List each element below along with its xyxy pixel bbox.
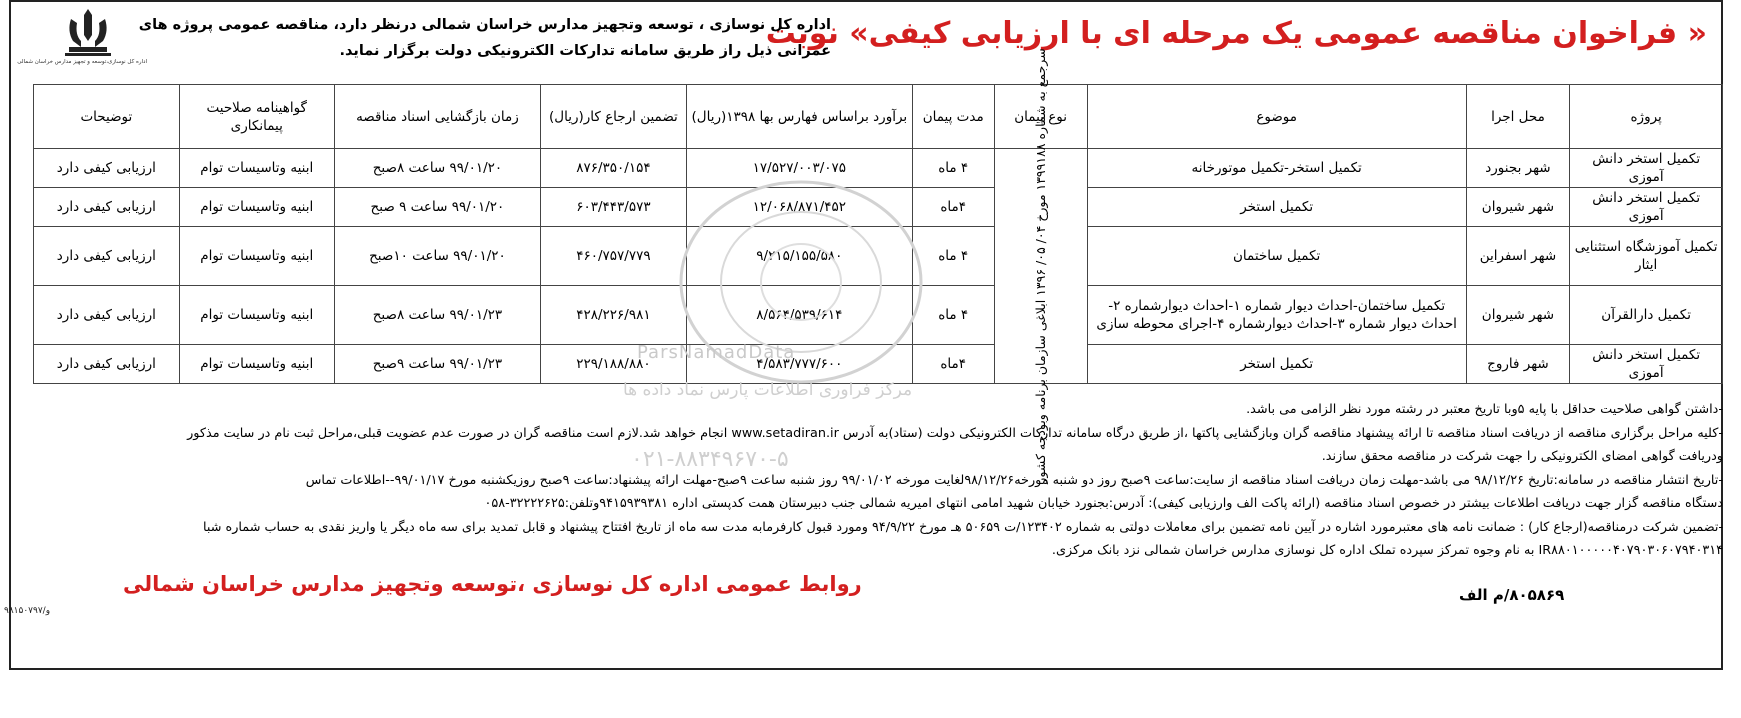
col-header-project: پروژه (1570, 85, 1723, 149)
notice-title: « فراخوان مناقصه عمومی یک مرحله ای با ارزیابی کیفی» نوبت (765, 16, 1707, 51)
cell-subject: تکمیل استخر (1087, 188, 1466, 227)
cell-duration: ۴ ماه (912, 227, 994, 286)
cell-notes: ارزیابی کیفی دارد (34, 286, 180, 345)
cell-notes: ارزیابی کیفی دارد (34, 188, 180, 227)
cell-certificate: ابنیه وتاسیسات توام (179, 149, 334, 188)
note-line: دستگاه مناقصه گزار جهت دریافت اطلاعات بیشتر در خصوص اسناد مناقصه (ارائه پاکت الف وارزیابی کیفی): آدرس:بجنورد خیابان شهید امامی انتهای امیریه شمالی جنب دبیرستان همت کدپستی اداره ۹۴۱۵۹۳۹۳۸۱وتلفن:۳۲۲۲۲۶۲۵-۰۵۸ (484, 496, 1723, 511)
col-header-certificate: گواهینامه صلاحیت پیمانکاری (179, 85, 334, 149)
public-relations-signature: روابط عمومی اداره کل نوسازی ،توسعه وتجهیز مدارس خراسان شمالی (123, 572, 862, 596)
notes-section (33, 398, 1723, 563)
table-row (34, 286, 1723, 345)
cell-notes: ارزیابی کیفی دارد (34, 227, 180, 286)
cell-guarantee: ۴۶۰/۷۵۷/۷۷۹ (541, 227, 687, 286)
cell-estimate: ۴/۵۸۳/۷۷۷/۶۰۰ (686, 345, 912, 384)
cell-certificate: ابنیه وتاسیسات توام (179, 188, 334, 227)
cell-opening: ۹۹/۰۱/۲۰ ساعت ۸صبح (334, 149, 540, 188)
col-header-duration: مدت پیمان (912, 85, 994, 149)
cell-duration: ۴ماه (912, 188, 994, 227)
cell-guarantee: ۸۷۶/۳۵۰/۱۵۴ (541, 149, 687, 188)
cell-place: شهر شیروان (1466, 188, 1570, 227)
col-header-notes: توضیحات (34, 85, 180, 149)
col-header-opening: زمان بازگشایی اسناد مناقصه (334, 85, 540, 149)
organization-logo (17, 5, 147, 75)
cell-estimate: ۸/۵۶۴/۵۳۹/۶۱۴ (686, 286, 912, 345)
note-line: -تضمین شرکت درمناقصه(ارجاع کار) : ضمانت نامه های معتبرمورد اشاره در آیین نامه تضمین برای معاملات دولتی به شماره ۱۲۳۴۰۲/ت ۵۰۶۵۹ هـ مورخ ۹۴/۹/۲۲ ومورد قبول کارفرمابه مدت سه ماه از تاریخ افتتاح پیشنهاد و قابل تمدید برای سه ماه دیگر یا واریز نقدی به حساب شماره شبا (202, 519, 1723, 535)
cell-project: تکمیل دارالقرآن (1570, 286, 1723, 345)
watermark-phone: ۰۲۱-۸۸۳۴۹۶۷۰-۵ (631, 447, 789, 472)
col-header-contract-type: نوع پیمان (994, 85, 1087, 149)
notice-intro (138, 12, 831, 64)
cell-duration: ۴ ماه (912, 286, 994, 345)
cell-subject: تکمیل ساختمان-احداث دیوار شماره ۱-احداث دیوارشماره ۲-احداث دیوار شماره ۳-احداث دیوارشماره ۴-اجرای محوطه سازی (1087, 286, 1466, 345)
cell-guarantee: ۶۰۳/۴۴۳/۵۷۳ (541, 188, 687, 227)
cell-subject: تکمیل ساختمان (1087, 227, 1466, 286)
cell-place: شهر شیروان (1466, 286, 1570, 345)
cell-duration: ۴ماه (912, 345, 994, 384)
cell-project: تکمیل آموزشگاه استثنایی ایثار (1570, 227, 1723, 286)
cell-opening: ۹۹/۰۱/۲۳ ساعت ۹صبح (334, 345, 540, 384)
col-header-guarantee: تضمین ارجاع کار(ریال) (541, 85, 687, 149)
notice-code: ۸۰۵۸۶۹/م الف (1459, 586, 1565, 604)
cell-certificate: ابنیه وتاسیسات توام (179, 345, 334, 384)
col-header-place: محل اجرا (1466, 85, 1570, 149)
cell-certificate: ابنیه وتاسیسات توام (179, 227, 334, 286)
cell-subject: تکمیل استخر-تکمیل موتورخانه (1087, 149, 1466, 188)
table-row (34, 345, 1723, 384)
cell-estimate: ۱۷/۵۲۷/۰۰۳/۰۷۵ (686, 149, 912, 188)
table-row (34, 188, 1723, 227)
cell-opening: ۹۹/۰۱/۲۰ ساعت ۱۰صبح (334, 227, 540, 286)
col-header-subject: موضوع (1087, 85, 1466, 149)
cell-project: تکمیل استخر دانش آموزی (1570, 345, 1723, 384)
watermark-tagline: مرکز فراوری اطلاعات پارس نماد داده ها (623, 380, 913, 400)
cell-notes: ارزیابی کیفی دارد (34, 345, 180, 384)
note-line: -کلیه مراحل برگزاری مناقصه از دریافت اسناد مناقصه تا ارائه پیشنهاد مناقصه گران وبازگشایی پاکتها ،از طریق درگاه سامانه تدارکات الکترونیکی دولت (ستاد)به آدرس www.setadiran.ir انجام خواهد شد.لازم است مناقصه گران در صورت عدم عضویت قبلی،مراحل ثبت نام در سایت مذکور (187, 425, 1723, 441)
watermark-brand: ParsNamadData (637, 342, 796, 363)
note-line: ودریافت گواهی امضای الکترونیکی را جهت شرکت در مناقصه محقق سازند. (1321, 449, 1723, 464)
bottom-code: ۹۸۱۵۰۷۹۷/و (4, 606, 51, 616)
cell-project: تکمیل استخر دانش آموزی (1570, 188, 1723, 227)
col-header-estimate: برآورد براساس فهارس بها ۱۳۹۸(ریال) (686, 85, 912, 149)
table-row (34, 227, 1723, 286)
cell-opening: ۹۹/۰۱/۲۰ ساعت ۹ صبح (334, 188, 540, 227)
cell-duration: ۴ ماه (912, 149, 994, 188)
notice-frame (9, 0, 1723, 670)
note-line: -داشتن گواهی صلاحیت حداقل با پایه ۵وبا تاریخ معتبر در رشته مورد نظر الزامی می باشد. (1246, 402, 1723, 417)
intro-line-1: اداره کل نوسازی ، توسعه وتجهیز مدارس خراسان شمالی درنظر دارد، مناقصه عمومی پروژه های (138, 17, 831, 33)
emblem-icon (59, 5, 117, 57)
note-line: IR۸۸۰۱۰۰۰۰۰۴۰۷۹۰۳۰۶۰۷۹۴۰۳۱۴ به نام وجوه تمرکز سپرده تملک اداره کل نوسازی مدارس خراسان شمالی نزد بانک مرکزی. (1051, 543, 1723, 558)
cell-opening: ۹۹/۰۱/۲۳ ساعت ۸صبح (334, 286, 540, 345)
intro-line-2: عمرانی ذیل راز طریق سامانه تدارکات الکترونیکی دولت برگزار نماید. (339, 43, 831, 59)
cell-notes: ارزیابی کیفی دارد (34, 149, 180, 188)
cell-subject: تکمیل استخر (1087, 345, 1466, 384)
cell-project: تکمیل استخر دانش آموزی (1570, 149, 1723, 188)
cell-estimate: ۹/۲۱۵/۱۵۵/۵۸۰ (686, 227, 912, 286)
cell-place: شهر اسفراین (1466, 227, 1570, 286)
cell-place: شهر بجنورد (1466, 149, 1570, 188)
note-line: -تاریخ انتشار مناقصه در سامانه:تاریخ ۹۸/۱۲/۲۶ می باشد-مهلت زمان دریافت اسناد مناقصه از سایت:ساعت ۹صبح روز دو شنبه مورخه۹۸/۱۲/۲۶لغایت مورخه ۹۹/۰۱/۰۲ روز شنبه ساعت ۹صبح-مهلت ارائه پیشنهاد:ساعت ۹صبح روزیکشنبه مورخ ۹۹/۰۱/۱۷--اطلاعات تماس (305, 472, 1723, 488)
cell-guarantee: ۲۲۹/۱۸۸/۸۸۰ (541, 345, 687, 384)
table-row (34, 149, 1723, 188)
cell-guarantee: ۴۲۸/۲۲۶/۹۸۱ (541, 286, 687, 345)
logo-caption: اداره کل نوسازی،توسعه و تجهیز مدارس خراسان شمالی (17, 59, 147, 65)
cell-estimate: ۱۲/۰۶۸/۸۷۱/۴۵۲ (686, 188, 912, 227)
notice-header (11, 2, 1721, 92)
table-header-row (34, 85, 1723, 149)
contract-type-text: سرجمع به شماره ۱۳۹۹۱۸۸ مورخ ۰۴/ ۰۵/ ۱۳۹۶ ابلاغی سازمان برنامه وبودجه کشور (1032, 48, 1048, 484)
cell-place: شهر فاروج (1466, 345, 1570, 384)
cell-certificate: ابنیه وتاسیسات توام (179, 286, 334, 345)
